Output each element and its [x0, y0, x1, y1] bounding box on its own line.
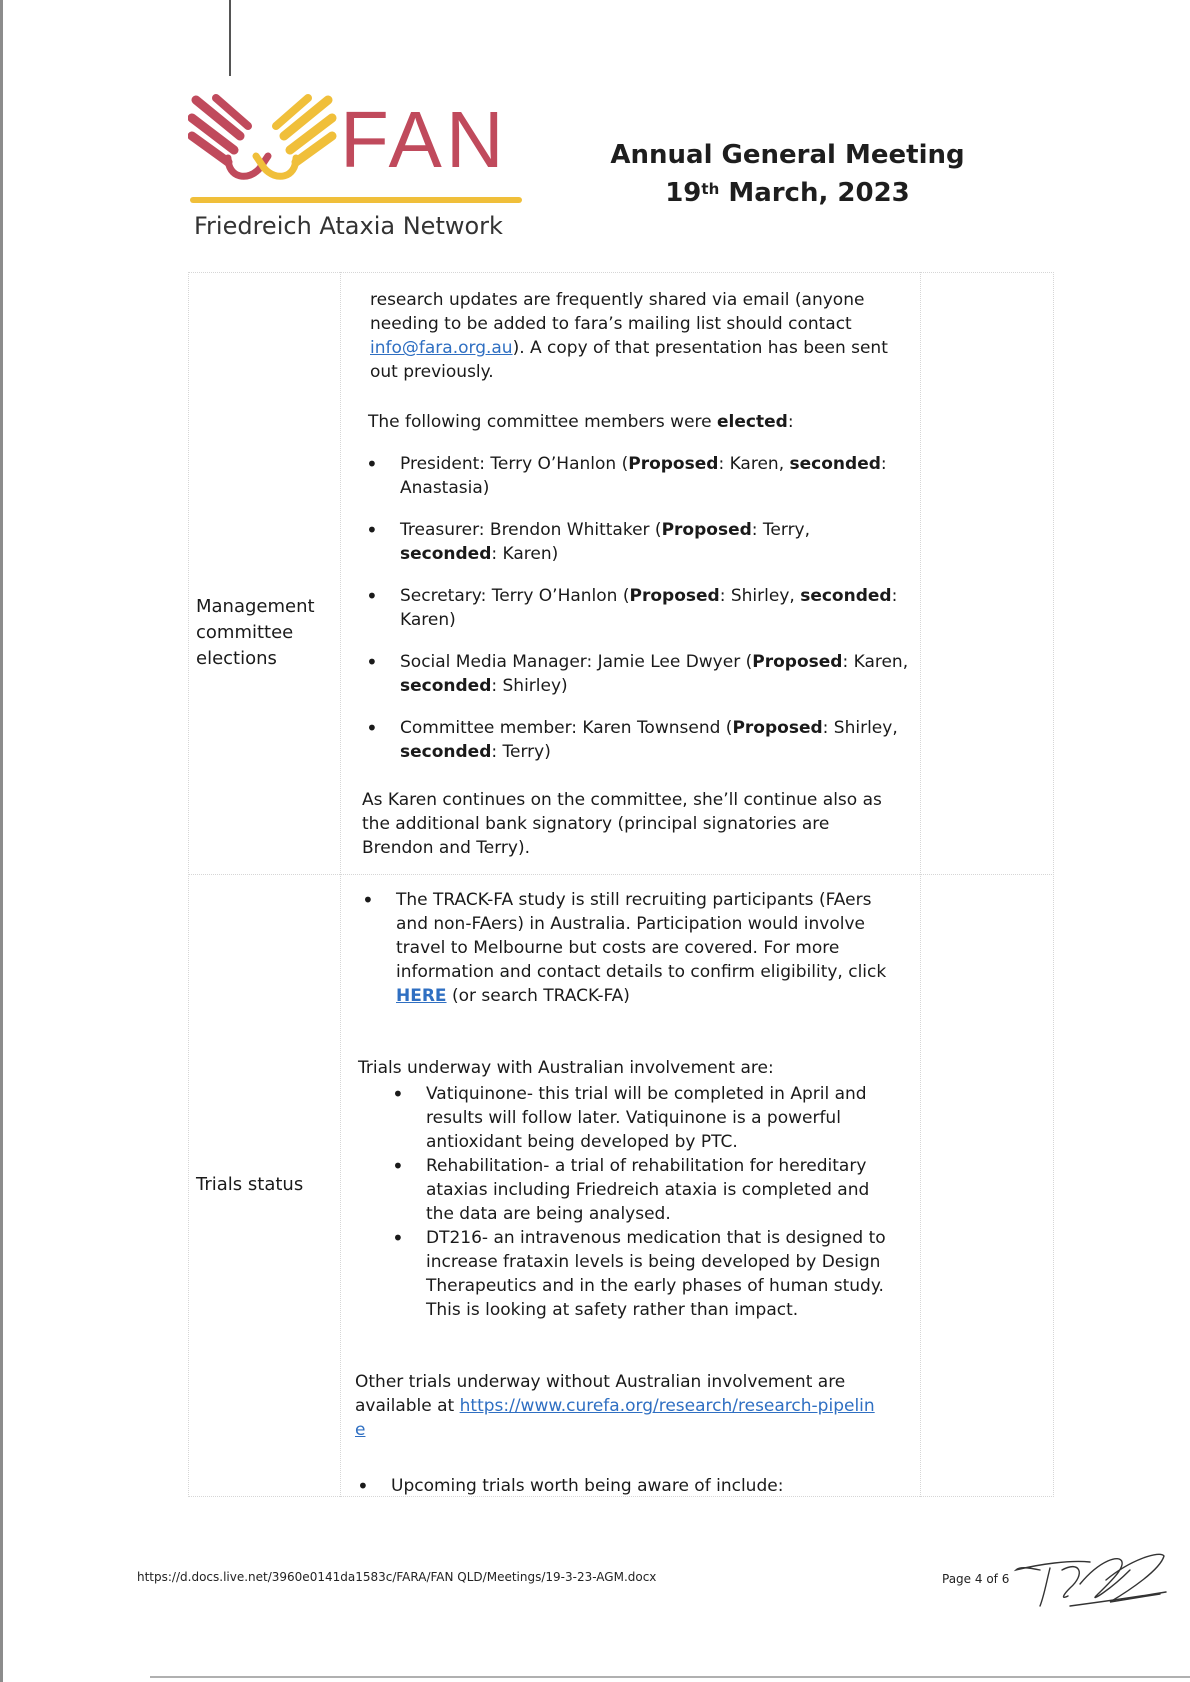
list-item: • Upcoming trials worth being aware of include: [355, 1474, 895, 1498]
other-trials: Other trials underway without Australian involvement are available at https://www.curefa.org/research/research-pipeline [355, 1372, 875, 1440]
list-item: • Committee member: Karen Townsend (Proposed: Shirley, seconded: Terry) [364, 716, 910, 764]
list-item: • DT216- an intravenous medication that is designed to increase frataxin levels is being developed by Design Therapeutics and in the early phases of human study. This is looking at safety rather than impact. [390, 1226, 900, 1322]
hands-icon [188, 92, 338, 192]
list-item: • Rehabilitation- a trial of rehabilitation for hereditary ataxias including Friedreich ataxia is completed and the data are being analysed. [390, 1154, 900, 1226]
signature-icon [1010, 1540, 1170, 1620]
email-link[interactable]: info@fara.org.au [370, 338, 513, 358]
logo-underline [190, 197, 522, 203]
curefa-link[interactable]: https://www.curefa.org/research/research-pipeline [355, 1396, 875, 1440]
meeting-title [600, 136, 975, 212]
page-number: Page 4 of 6 [942, 1572, 1010, 1586]
track-fa-link[interactable]: HERE [396, 986, 447, 1006]
elections-closing: As Karen continues on the committee, she’ll continue also as the additional bank signatory (principal signatories are Brendon and Terry). [362, 790, 882, 858]
elections-intro: research updates are frequently shared via email (anyone needing to be added to fara’s mailing list should contact info@fara.org.au). A copy of that presentation has been sent out previously. [370, 290, 888, 382]
track-fa-item [360, 888, 900, 1008]
elected-heading: The following committee members were elected: [368, 412, 794, 432]
trials-label: Trials status [196, 1174, 304, 1195]
logo-subtitle: Friedreich Ataxia Network [194, 212, 503, 240]
list-item: • President: Terry O’Hanlon (Proposed: Karen, seconded: Anastasia) [364, 452, 910, 500]
fan-logo [188, 92, 528, 242]
logo-wordmark: FAN [340, 95, 508, 184]
meeting-name: Annual General Meeting [610, 140, 965, 170]
scan-mark [229, 0, 231, 76]
aus-trials-intro: Trials underway with Australian involvement are: [358, 1058, 774, 1078]
scan-edge [0, 0, 3, 1682]
list-item: • Social Media Manager: Jamie Lee Dwyer (Proposed: Karen, seconded: Shirley) [364, 650, 910, 698]
elected-members-list [364, 452, 910, 764]
list-item: • The TRACK-FA study is still recruiting participants (FAers and non-FAers) in Australia. Participation would involve travel to Melbourne but costs are covered. For more information and contact details to confirm eligibility, click HERE (or search TRACK-FA) [360, 888, 900, 1008]
upcoming-trials [355, 1474, 895, 1498]
list-item: • Vatiquinone- this trial will be completed in April and results will follow later. Vatiquinone is a powerful antioxidant being developed by PTC. [390, 1082, 900, 1154]
aus-trials-list [390, 1082, 900, 1322]
scan-edge-bottom [150, 1676, 1190, 1678]
footer-file-path: https://d.docs.live.net/3960e0141da1583c/FARA/FAN QLD/Meetings/19-3-23-AGM.docx [137, 1570, 657, 1584]
elections-label: Management committee elections [196, 596, 315, 669]
list-item: • Secretary: Terry O’Hanlon (Proposed: Shirley, seconded: Karen) [364, 584, 910, 632]
list-item: • Treasurer: Brendon Whittaker (Proposed: Terry, seconded: Karen) [364, 518, 910, 566]
meeting-date: 19th March, 2023 [665, 178, 910, 208]
